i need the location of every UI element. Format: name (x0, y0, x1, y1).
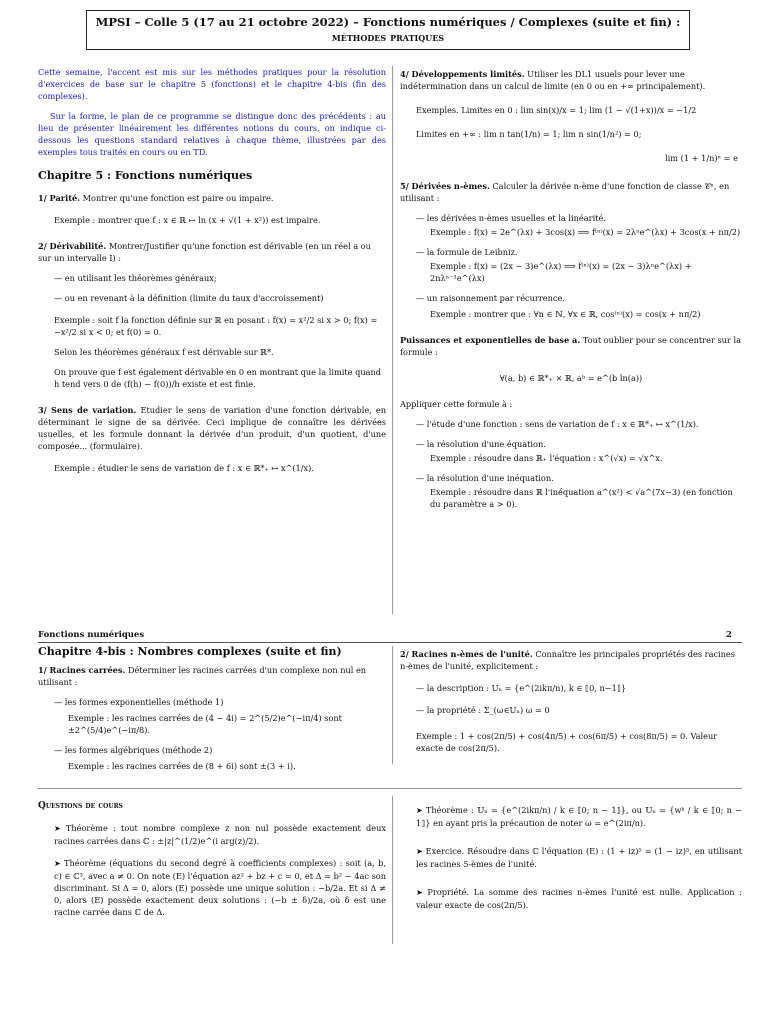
powers-head: Puissances et exponentielles de base a. (400, 335, 581, 345)
questions-right-column (400, 804, 742, 911)
column-divider-top (392, 66, 393, 614)
questions-title: Questions de cours (38, 801, 123, 811)
question-5: Propriété. La somme des racines n-èmes l'unité est nulle. Application : valeur exacte de cos(2π/5). (416, 887, 742, 910)
item-1-text: Montrer qu'une fonction est paire ou impaire. (82, 193, 274, 203)
complex-item-1-example-2: Exemple : les racines carrées de (8 + 6i) sont ±(3 + i). (68, 761, 296, 771)
item-4-example-3: lim (1 + 1/n)ⁿ = e (665, 153, 738, 163)
item-3-example: Exemple : étudier le sens de variation de f : x ∈ ℝ*₊ ↦ x^(1/x). (54, 463, 314, 473)
arrow-icon: ➤ (416, 847, 426, 856)
complex-item-2-bullet-1: — la description : Uₙ = {e^(2ikπ/n), k ∈ ⟦0, n−1⟧} (416, 683, 627, 693)
item-3-text: Etudier le sens de variation d'une fonction dérivable, en déterminant le signe de sa dérivée. Ceci implique de connaître les dérivées usuelles, et les formule donnant la dérivée d'un produit, d'un quotient, d'une composée... (formulaire). (38, 405, 386, 451)
intro-paragraph-2: Sur la forme, le plan de ce programme se distingue donc des précédents : au lieu de présenter linéairement les différentes notions du cours, on indique ci-dessous les questions standard relatives à chaque thème, illustrées par des exemples tous traités en cours ou en TD. (38, 111, 386, 157)
item-1-example: Exemple : montrer que f : x ∈ ℝ ↦ ln (x + √(1 + x²)) est impaire. (54, 215, 321, 225)
question-2: Théorème (équations du second degré à coefficients complexes) : soit (a, b, c) ∈ ℂ³, avec a ≠ 0. On note (E) l'équation az² + bz + c = 0, et Δ = b² − 4ac son discriminant. Si Δ = 0, alors (E) possède une unique solution : −b/2a. Et si Δ ≠ 0, alors (E) possède exactement deux solutions : (−b ± δ)/2a, où δ est une racine carrée dans ℂ de Δ. (54, 858, 386, 917)
item-2-example: Exemple : soit f la fonction définie sur ℝ en posant : f(x) = x²/2 si x > 0; f(x) = −x²/2 si x < 0; et f(0) = 0. (54, 315, 378, 337)
powers-formula: ∀(a, b) ∈ ℝ*₊ × ℝ, aᵇ = e^(b ln(a)) (499, 373, 643, 383)
item-5-head: 5/ Dérivées n-èmes. (400, 181, 490, 191)
item-2-para-2: On prouve que f est également dérivable en 0 en montrant que la limite quand h tend vers 0 de (f(h) − f(0))/h existe et est finie. (54, 367, 381, 389)
chapter-4bis-title: Chapitre 4-bis : Nombres complexes (suite et fin) (38, 645, 342, 658)
question-1: Théorème : tout nombre complexe z non nul possède exactement deux racines carrées dans ℂ : ±|z|^(1/2)e^(i arg(z)/2). (54, 823, 386, 846)
title-box (86, 10, 690, 50)
left-column-1 (38, 66, 386, 474)
item-4-text: Utiliser les DL1 usuels pour lever une indétermination dans un calcul de limite (en 0 ou en +∞ principalement). (400, 69, 706, 91)
intro-paragraph-1: Cette semaine, l'accent est mis sur les méthodes pratiques pour la résolution d'exercices de base sur le chapitre 5 (fonctions) et le chapitre 4-bis (fin des complexes). (38, 67, 386, 101)
powers-example-2: Exemple : résoudre dans ℝ₊ l'équation : x^(√x) = √x^x. (430, 453, 663, 463)
item-3-head: 3/ Sens de variation. (38, 405, 137, 415)
item-5-example-2: Exemple : f(x) = (2x − 3)e^(λx) ⟹ f⁽ⁿ⁾(x) = (2x − 3)λⁿe^(λx) + 2nλⁿ⁻¹e^(λx) (430, 261, 692, 283)
complex-item-1-bullet-1: — les formes exponentielles (méthode 1) (54, 697, 224, 707)
item-5-text: Calculer la dérivée n-ème d'une fonction de classe 𝒞ⁿ, en utilisant : (400, 181, 730, 203)
item-4-example-2: Limites en +∞ : lim n tan(1/n) = 1; lim n sin(1/n²) = 0; (416, 129, 642, 139)
item-5-bullet-1: — les dérivées n-èmes usuelles et la linéarité. (416, 213, 606, 223)
question-3: Théorème : 𝕌ₙ = {e^(2ikπ/n) / k ∈ ⟦0; n − 1⟧}, ou 𝕌ₙ = {wᵏ / k ∈ ⟦0; n − 1⟧} en ayant pris la précaution de noter ω = e^(2iπ/n). (416, 805, 742, 828)
complex-item-2-head: 2/ Racines n-èmes de l'unité. (400, 649, 533, 659)
complex-item-1-example-1: Exemple : les racines carrées de (4 − 4i) = 2^(5/2)e^(−iπ/4) sont ±2^(5/4)e^(−iπ/8). (68, 713, 342, 735)
item-5-bullet-3: — un raisonnement par récurrence. (416, 293, 565, 303)
chapter-5-title: Chapitre 5 : Fonctions numériques (38, 169, 253, 182)
item-2-bullet-2: — ou en revenant à la définition (limite du taux d'accroissement) (54, 293, 324, 303)
arrow-icon: ➤ (416, 806, 426, 815)
column-divider-mid (392, 646, 393, 764)
powers-text: Tout oublier pour se concentrer sur la formule : (400, 335, 741, 357)
question-4: Exercice. Résoudre dans ℂ l'équation (E) : (1 + iz)⁵ = (1 − iz)⁵, en utilisant les racines 5-èmes de l'unité. (416, 846, 742, 869)
item-5-example-3: Exemple : montrer que : ∀n ∈ ℕ, ∀x ∈ ℝ, cos⁽ⁿ⁾(x) = cos(x + nπ/2) (430, 309, 701, 319)
title-line-1: MPSI – Colle 5 (17 au 21 octobre 2022) – Fonctions numériques / Complexes (suite et fin) : (95, 15, 681, 29)
arrow-icon: ➤ (416, 888, 428, 897)
item-4-head: 4/ Développements limités. (400, 69, 525, 79)
arrow-icon: ➤ (54, 859, 65, 868)
left-column-2 (38, 646, 386, 772)
item-2-head: 2/ Dérivabilité. (38, 241, 107, 251)
item-2-para-1: Selon les théorèmes généraux f est dérivable sur ℝ*. (54, 347, 274, 357)
item-5-example-1: Exemple : f(x) = 2e^(λx) + 3cos(x) ⟹ f⁽ⁿ⁾(x) = 2λⁿe^(λx) + 3cos(x + nπ/2) (430, 227, 741, 237)
questions-left-column (38, 800, 386, 918)
column-divider-bottom (392, 796, 393, 944)
item-1-head: 1/ Parité. (38, 193, 81, 203)
arrow-icon: ➤ (54, 824, 66, 833)
right-column-1 (400, 68, 742, 510)
page-number: 2 (726, 630, 732, 640)
title-line-2: méthodes pratiques (331, 30, 445, 44)
complex-item-1-text: Déterminer les racines carrées d'un complexe non nul en utilisant : (38, 665, 367, 687)
powers-bullet-1: — l'étude d'une fonction : sens de variation de f : x ∈ ℝ*₊ ↦ x^(1/x). (416, 419, 699, 429)
header-rule (38, 642, 742, 643)
powers-bullet-2: — la résolution d'une équation. (416, 439, 546, 449)
item-2-text: Montrer/Justifier qu'une fonction est dérivable (en un réel a ou sur un intervalle I) : (38, 241, 371, 263)
powers-apply: Appliquer cette formule à : (400, 399, 513, 409)
complex-item-1-bullet-2: — les formes algébriques (méthode 2) (54, 745, 213, 755)
powers-example-3: Exemple : résoudre dans ℝ l'inéquation a^(x²) < √a^(7x−3) (en fonction du paramètre a > 0). (430, 487, 733, 509)
complex-item-1-head: 1/ Racines carrées. (38, 665, 126, 675)
complex-item-2-bullet-2: — la propriété : Σ_(ω∈Uₙ) ω = 0 (416, 705, 550, 715)
section-rule (38, 788, 742, 789)
item-5-bullet-2: — la formule de Leibniz. (416, 247, 518, 257)
complex-item-2-example: Exemple : 1 + cos(2π/5) + cos(4π/5) + cos(6π/5) + cos(8π/5) = 0. Valeur exacte de cos(2π/5). (416, 731, 718, 753)
running-head: Fonctions numériques (38, 630, 145, 640)
item-4-example-1: Exemples. Limites en 0 : lim sin(x)/x = 1; lim (1 − √(1+x))/x = −1/2 (416, 105, 697, 115)
item-2-bullet-1: — en utilisant les théorèmes généraux; (54, 273, 217, 283)
complex-item-2-text: Connaître les principales propriétés des racines n-èmes de l'unité, explicitement : (400, 649, 735, 671)
powers-bullet-3: — la résolution d'une inéquation. (416, 473, 554, 483)
right-column-2 (400, 648, 742, 754)
